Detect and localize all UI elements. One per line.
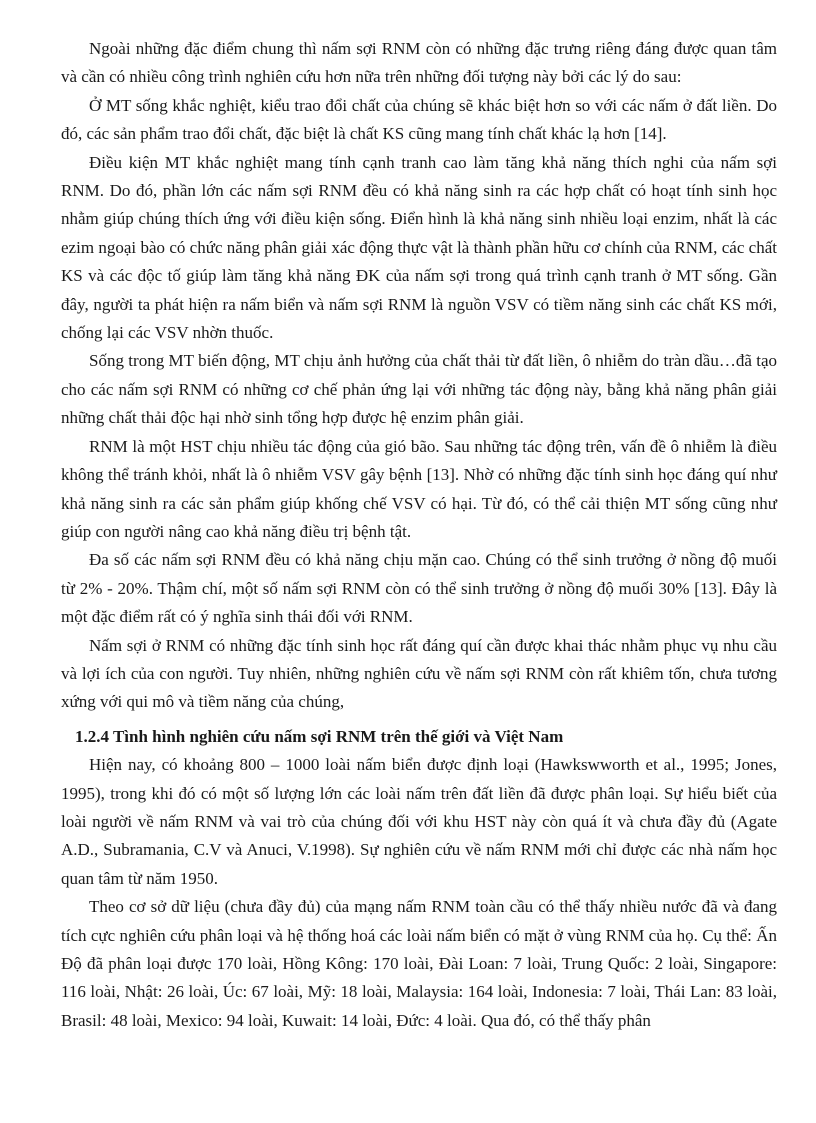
document-body <box>61 35 777 1035</box>
section-heading: 1.2.4 Tình hình nghiên cứu nấm sợi RNM trên thế giới và Việt Nam <box>75 726 564 746</box>
paragraph: Điều kiện MT khắc nghiệt mang tính cạnh tranh cao làm tăng khả năng thích nghi của nấm sợi RNM. Do đó, phần lớn các nấm sợi RNM đều có khả năng sinh ra các hợp chất có hoạt tính sinh học nhằm giúp chúng thích ứng với điều kiện sống. Điển hình là khả năng sinh nhiều loại enzim, nhất là các ezim ngoại bào có chức năng phân giải xác động thực vật là thành phần hữu cơ chính của RNM, các chất KS và các độc tố giúp làm tăng khả năng ĐK của nấm sợi trong quá trình cạnh tranh ở MT sống. Gần đây, người ta phát hiện ra nấm biển và nấm sợi RNM là nguồn VSV có tiềm năng sinh các chất KS mới, chống lại các VSV nhờn thuốc. <box>61 152 777 343</box>
paragraph: RNM là một HST chịu nhiều tác động của gió bão. Sau những tác động trên, vấn đề ô nhiễm là điều không thể tránh khỏi, nhất là ô nhiễm VSV gây bệnh [13]. Nhờ có những đặc tính sinh học đáng quí như khả năng sinh ra các sản phẩm giúp khống chế VSV có hại. Từ đó, có thể cải thiện MT sống cũng như giúp con người nâng cao khả năng điều trị bệnh tật. <box>61 436 777 541</box>
paragraph: Hiện nay, có khoảng 800 – 1000 loài nấm biển được định loại (Hawkswworth et al., 1995; Jones, 1995), trong khi đó có một số lượng lớn các loài nấm trên đất liền đã được phân loại. Sự hiểu biết của loài người về nấm RNM và vai trò của chúng đối với khu HST này còn quá ít và chưa đầy đủ (Agate A.D., Subramania, C.V và Anuci, V.1998). Sự nghiên cứu về nấm RNM mới chỉ được các nhà nấm học quan tâm từ năm 1950. <box>61 755 777 888</box>
paragraph: Sống trong MT biến động, MT chịu ảnh hưởng của chất thải từ đất liền, ô nhiễm do tràn dầu…đã tạo cho các nấm sợi RNM có những cơ chế phản ứng lại với những tác động này, bằng khả năng phân giải những chất thải độc hại nhờ sinh tổng hợp được hệ enzim phân giải. <box>61 351 777 428</box>
paragraph: Ngoài những đặc điểm chung thì nấm sợi RNM còn có những đặc trưng riêng đáng được quan tâm và cần có nhiều công trình nghiên cứu hơn nữa trên những đối tượng này bởi các lý do sau: <box>61 39 777 87</box>
paragraph: Đa số các nấm sợi RNM đều có khả năng chịu mặn cao. Chúng có thể sinh trưởng ở nồng độ muối từ 2% - 20%. Thậm chí, một số nấm sợi RNM còn có thể sinh trưởng ở nồng độ muối 30% [13]. Đây là một đặc điểm rất có ý nghĩa sinh thái đối với RNM. <box>61 550 777 627</box>
paragraph: Theo cơ sở dữ liệu (chưa đầy đủ) của mạng nấm RNM toàn cầu có thể thấy nhiều nước đã và đang tích cực nghiên cứu phân loại và hệ thống hoá các loài nấm biển có mặt ở vùng RNM của họ. Cụ thể: Ấn Độ đã phân loại được 170 loài, Hồng Kông: 170 loài, Đài Loan: 7 loài, Trung Quốc: 2 loài, Singapore: 116 loài, Nhật: 26 loài, Úc: 67 loài, Mỹ: 18 loài, Malaysia: 164 loài, Indonesia: 7 loài, Thái Lan: 83 loài, Brasil: 48 loài, Mexico: 94 loài, Kuwait: 14 loài, Đức: 4 loài. Qua đó, có thể thấy phân <box>61 897 777 1030</box>
paragraph: Ở MT sống khắc nghiệt, kiểu trao đổi chất của chúng sẽ khác biệt hơn so với các nấm ở đất liền. Do đó, các sản phẩm trao đổi chất, đặc biệt là chất KS cũng mang tính chất khác lạ hơn [14]. <box>61 95 777 144</box>
paragraph: Nấm sợi ở RNM có những đặc tính sinh học rất đáng quí cần được khai thác nhằm phục vụ nhu cầu và lợi ích của con người. Tuy nhiên, những nghiên cứu về nấm sợi RNM còn rất khiêm tốn, chưa tương xứng với qui mô và tiềm năng của chúng, <box>61 635 777 712</box>
